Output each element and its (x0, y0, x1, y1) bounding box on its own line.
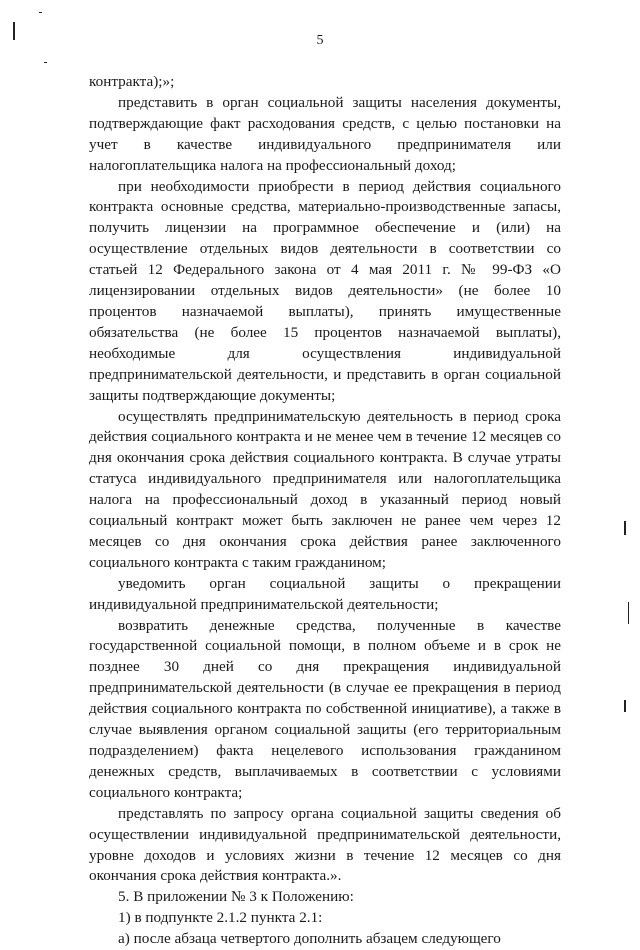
scan-artifact-right-bar-2 (624, 700, 626, 712)
paragraph-subitem-1: 1) в подпункте 2.1.2 пункта 2.1: (118, 909, 323, 927)
document-body (89, 72, 561, 950)
page-number: 5 (316, 33, 324, 48)
paragraph-subitem-a: а) после абзаца четвертого дополнить абзацем следующего (118, 930, 501, 948)
paragraph-acquire-assets: при необходимости приобрести в период действия социального контракта основные средства, материально-производственные запасы, получить лицензии на программное обеспечение и (или) на осуществление отдельных видов деятельности в соответствии со статьей 12 Федерального закона от 4 мая 2011 г. № 99-ФЗ «О лицензировании отдельных видов деятельности» (не более 10 процентов назначаемой выплаты), принять имущественные обязательства (не более 15 процентов назначаемой выплаты), необходимые для осуществления индивидуальной предпринимательской деятельности, и представить в орган социальной защиты подтверждающие документы; (89, 177, 561, 404)
scan-artifact-right-bar-1 (624, 521, 626, 535)
paragraph-contract-tail: контракта);»; (89, 73, 175, 90)
paragraph-return-funds: возвратить денежные средства, полученные в качестве государственной социальной помощи, в полном объеме и в срок не позднее 30 дней со дня прекращения индивидуальной предпринимательской деятельности (в случае ее прекращения в период действия социального контракта по собственной инициативе), а также в случае выявления органом социальной защиты (его территориальным подразделением) факта нецелевого использования гражданином денежных средств, выплачиваемых в соответствии с условиями социального контракта; (89, 616, 561, 801)
paragraph-section-5: 5. В приложении № 3 к Положению: (118, 888, 354, 906)
scan-artifact-right-dots (628, 602, 629, 624)
paragraph-submit-documents: представить в орган социальной защиты населения документы, подтверждающие факт расходования средств, с целью постановки на учет в качестве индивидуального предпринимателя или налогоплательщика налога на профессиональный доход; (89, 93, 561, 174)
scan-artifact-left-dash (44, 62, 47, 63)
paragraph-conduct-business: осуществлять предпринимательскую деятельность в период срока действия социального контракта и не менее чем в течение 12 месяцев со дня окончания срока действия социального контракта. В случае утраты статуса индивидуального предпринимателя или налогоплательщика налога на профессиональный доход в указанный период новый социальный контракт может быть заключен не ранее чем через 12 месяцев со дня окончания срока действия ранее заключенного социального контракта с таким гражданином; (89, 407, 561, 571)
paragraph-notify-termination: уведомить орган социальной защиты о прекращении индивидуальной предпринимательской деятельности; (89, 574, 561, 613)
scan-artifact-top-dot (39, 12, 42, 13)
paragraph-provide-information: представлять по запросу органа социальной защиты сведения об осуществлении индивидуальной предпринимательской деятельности, уровне доходов и условиях жизни в течение 12 месяцев со дня окончания срока действия контракта.». (89, 804, 561, 885)
